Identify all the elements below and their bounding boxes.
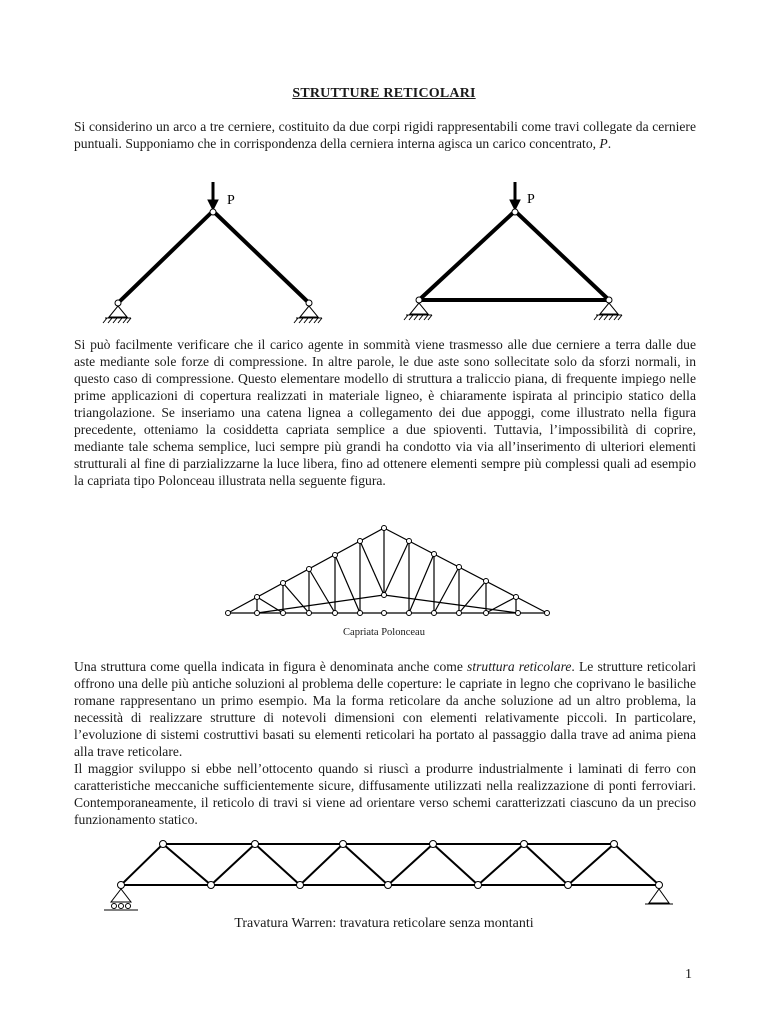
- body-paragraph-4: Il maggior sviluppo si ebbe nell’ottocento quando si riuscì a produrre industrialmente i laminati di ferro con caratteristiche meccaniche sufficientemente sicure, diffusamente utilizzati nella realizzazione di ponti ferroviari. Contemporaneamente, il reticolo di travi si viene ad orientare verso schemi caratterizzati ciascuno da un preciso funzionamento statico.: [74, 761, 696, 827]
- intro-end: .: [607, 136, 612, 151]
- load-label-left: P: [227, 193, 235, 208]
- intro-text: Si considerino un arco a tre cerniere, costituito da due corpi rigidi rappresentabili come travi collegate da cerniere puntuali. Supponiamo che in corrispondenza della cerniera interna agisca un carico concentrato,: [74, 119, 696, 151]
- load-label-right: P: [527, 192, 535, 207]
- polonceau-caption: Capriata Polonceau: [343, 627, 425, 638]
- warren-truss-figure: [0, 838, 768, 918]
- load-symbol: P: [599, 136, 608, 151]
- para3-emph: struttura reticolare: [467, 659, 572, 674]
- body-paragraph-2: Si può facilmente verificare che il carico agente in sommità viene trasmesso alle due cerniere a terra dalle due aste mediante sole forze di compressione. In altre parole, le due aste sono sollecitate solo da sforzi normali, in questo caso di compressione. Questo elementare modello di struttura a traliccio piana, di frequente impiego nelle prime applicazioni di copertura realizzati in materiale ligneo, è chiaramente ispirata al principio statico della triangolazione. Se inseriamo una catena lignea a collegamento dei due appoggi, come illustrato nella figura precedente, otteniamo la cosiddetta capriata semplice a due spioventi. Tuttavia, l’impossibilità di coprire, mediante tale schema semplice, luci sempre più grandi ha condotto via via all’inserimento di ulteriori elementi strutturali al fine di parzializzarne la luce libera, fino ad ottenere elementi sempre più complessi quali ad esempio la capriata tipo Polonceau illustrata nella seguente figura.: [74, 337, 696, 488]
- para3-start: Una struttura come quella indicata in figura è denominata anche come: [74, 659, 468, 674]
- polonceau-truss-figure: [0, 522, 768, 622]
- warren-caption: Travatura Warren: travatura reticolare senza montanti: [234, 916, 534, 931]
- intro-paragraph: [74, 118, 696, 152]
- body-paragraph-3: [74, 658, 696, 760]
- three-hinged-arch-figures: [0, 176, 768, 346]
- para3-rest: . Le strutture reticolari offrono una delle più antiche soluzioni al problema delle coperture: le capriate in legno che coprivano le basiliche romane rappresentano un primo esempio. Ma la forma reticolare da anche soluzione ad un altro problema, la necessità di realizzare strutture di notevoli dimensioni con elementi relativamente piccoli. In particolare, l’evoluzione di sistemi costruttivi basati su elementi reticolari ha portato al passaggio dalla trave ad anima piena alla trave reticolare.: [74, 659, 696, 759]
- page-number: 1: [685, 967, 692, 982]
- page-title: STRUTTURE RETICOLARI: [292, 86, 476, 101]
